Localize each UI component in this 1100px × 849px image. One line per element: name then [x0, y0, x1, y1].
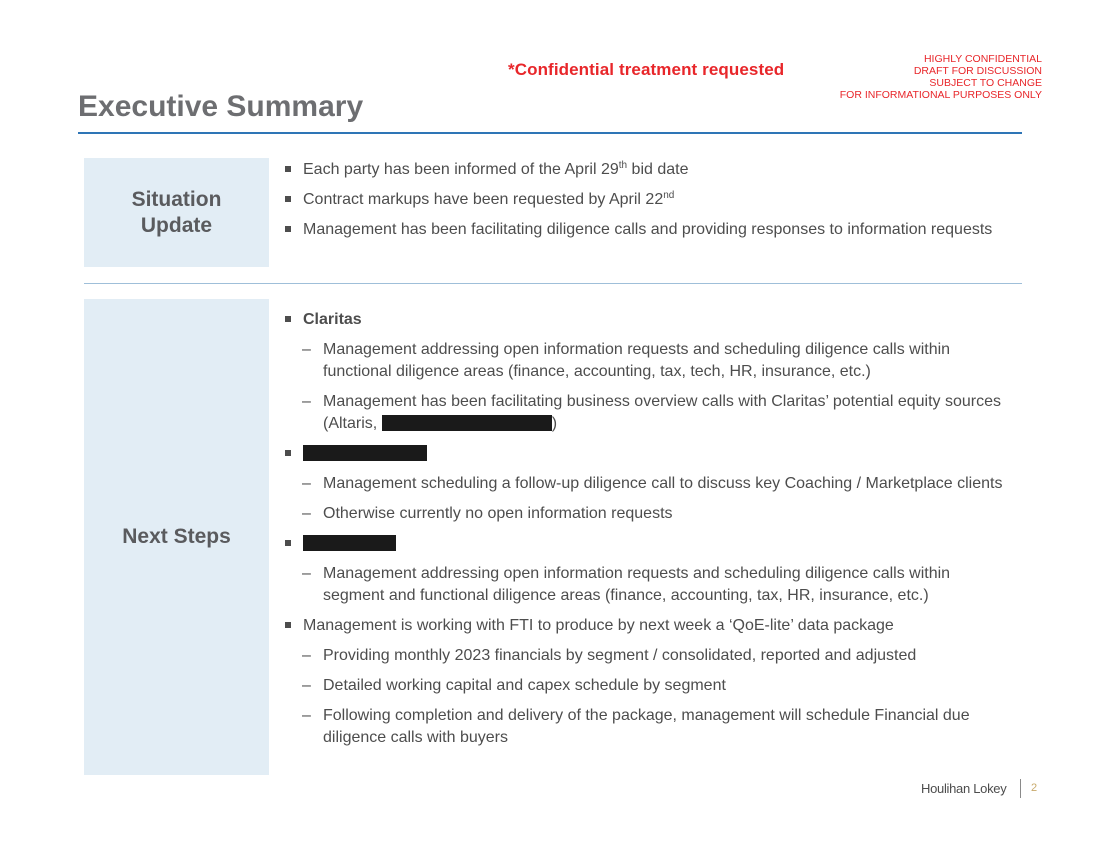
dash-bullet-icon: –: [302, 677, 311, 694]
legend-line: HIGHLY CONFIDENTIAL: [923, 53, 1042, 65]
sub-bullet-item: [284, 563, 1004, 607]
sub-bullet-item: [284, 391, 1004, 435]
sub-bullet-text: Management addressing open information requests and scheduling diligence calls within segment and functional diligence areas (finance, accounting, tax, HR, insurance, etc.): [323, 565, 951, 604]
ordinal-suffix: th: [618, 160, 628, 171]
situation-update-label: [84, 158, 269, 267]
square-bullet-icon: [285, 622, 291, 628]
sub-bullet-item: [284, 705, 1004, 749]
bullet-heading: Claritas: [303, 311, 362, 328]
bullet-text: Management is working with FTI to produce by next week a ‘QoE-lite’ data package: [303, 617, 894, 634]
section-divider: [84, 283, 1022, 284]
bullet-item: [284, 159, 1004, 181]
bullet-item: [284, 219, 1004, 241]
situation-update-content: [284, 159, 1004, 249]
dash-bullet-icon: –: [302, 393, 311, 410]
situation-label-line: Update: [140, 213, 213, 237]
legend-line: FOR INFORMATIONAL PURPOSES ONLY: [839, 89, 1042, 101]
dash-bullet-icon: –: [302, 565, 311, 582]
square-bullet-icon: [285, 196, 291, 202]
dash-bullet-icon: –: [302, 647, 311, 664]
square-bullet-icon: [285, 450, 291, 456]
redaction-bar: [303, 535, 396, 551]
bullet-text: Contract markups have been requested by April 22: [303, 191, 664, 208]
next-steps-content: [284, 309, 1004, 757]
sub-bullet-item: [284, 473, 1004, 495]
bullet-item: [284, 615, 1004, 637]
sub-bullet-text: ): [551, 415, 558, 432]
redaction-bar: [382, 415, 552, 431]
bullet-text: bid date: [627, 161, 689, 178]
square-bullet-icon: [285, 226, 291, 232]
bullet-text: Each party has been informed of the April 29: [303, 161, 619, 178]
bullet-item: [284, 533, 1004, 555]
confidential-treatment-notice: *Confidential treatment requested: [508, 60, 785, 79]
ordinal-suffix: nd: [663, 190, 675, 201]
dash-bullet-icon: –: [302, 707, 311, 724]
square-bullet-icon: [285, 166, 291, 172]
next-steps-label-text: Next Steps: [122, 525, 231, 548]
sub-bullet-text: Management has been facilitating business overview calls with Claritas’ potential equity sources (Altaris,: [323, 393, 1001, 432]
square-bullet-icon: [285, 316, 291, 322]
bullet-item: [284, 189, 1004, 211]
redaction-bar: [303, 445, 427, 461]
sub-bullet-text: Detailed working capital and capex schedule by segment: [323, 677, 726, 694]
sub-bullet-text: Providing monthly 2023 financials by segment / consolidated, reported and adjusted: [323, 647, 917, 664]
dash-bullet-icon: –: [302, 475, 311, 492]
sub-bullet-item: [284, 503, 1004, 525]
next-steps-label: [84, 299, 269, 775]
square-bullet-icon: [285, 540, 291, 546]
sub-bullet-item: [284, 339, 1004, 383]
footer-divider: [1020, 779, 1021, 798]
legend-line: DRAFT FOR DISCUSSION: [913, 65, 1042, 77]
bullet-text: Management has been facilitating diligence calls and providing responses to information requests: [303, 221, 993, 238]
dash-bullet-icon: –: [302, 341, 311, 358]
situation-label-line: Situation: [131, 187, 222, 211]
page-number: 2: [1031, 782, 1038, 794]
sub-bullet-text: Management addressing open information requests and scheduling diligence calls within functional diligence areas (finance, accounting, tax, tech, HR, insurance, etc.): [323, 341, 951, 380]
sub-bullet-text: Following completion and delivery of the package, management will schedule Financial due diligence calls with buyers: [323, 707, 970, 746]
confidentiality-legend: [742, 53, 1042, 101]
sub-bullet-item: [284, 675, 1004, 697]
bullet-item: [284, 309, 1004, 331]
legend-line: SUBJECT TO CHANGE: [929, 77, 1042, 89]
sub-bullet-item: [284, 645, 1004, 667]
sub-bullet-text: Management scheduling a follow-up diligence call to discuss key Coaching / Marketplace clients: [323, 475, 1003, 492]
sub-bullet-text: Otherwise currently no open information requests: [323, 505, 673, 522]
dash-bullet-icon: –: [302, 505, 311, 522]
page-title: Executive Summary: [78, 90, 364, 123]
firm-name: Houlihan Lokey: [921, 781, 1007, 796]
title-divider: [78, 132, 1022, 134]
bullet-item: [284, 443, 1004, 465]
